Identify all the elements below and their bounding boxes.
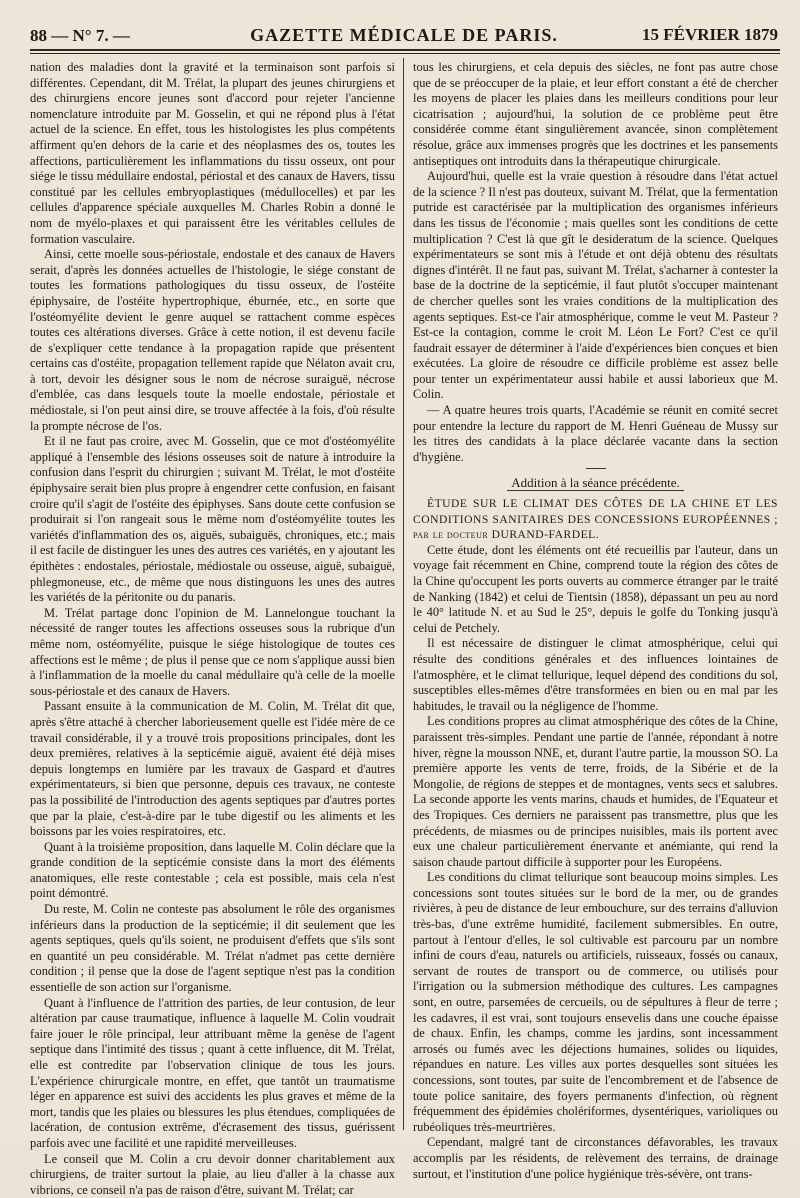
section-title <box>413 475 778 491</box>
paragraph: Quant à la troisième proposition, dans laquelle M. Colin déclare que la grande condition de la septicémie consiste dans la mort des éléments anatomiques, elle reste contestable ; cela est possible, mais cela n'est point démontré. <box>30 839 395 901</box>
paragraph: Cette étude, dont les éléments ont été recueillis par l'auteur, dans un voyage fait récemment en Chine, comprend toute la région des côtes de la Chine qu'occupent les ports ouverts au commerce étranger par le traité de Nanking (1842) et celui de Tientsin (1858), dépassant un peu au nord le 40° latitude N. et au Sud le 25°, depuis le golfe du Tonking jusqu'à celui de Petchely. <box>413 542 778 635</box>
separator <box>586 468 606 469</box>
paragraph: Aujourd'hui, quelle est la vraie question à résoudre dans l'état actuel de la science ? Il n'est pas douteux, suivant M. Trélat, que la fermentation putride est caractérisée par la multiplication des organismes inférieurs dans les tissus de l'économie ; mais quelles sont les conditions de cette multiplication ? C'est là que gît le desideratum de la science. Quelques expérimentateurs se sont mis à l'étude et ont déjà obtenu des résultats dignes d'intérêt. Il ne faut pas, suivant M. Trélat, s'acharner à contester la base de la doctrine de la septicémie, il faut plutôt s'occuper maintenant de chercher quelles sont les vraies conditions de la multiplication des agents septiques. Est-ce l'air atmosphérique, comme le veut M. Pasteur ? Est-ce la contagion, comme le croit M. Léon Le Fort? C'est ce qu'il faudrait essayer de déterminer à l'aide d'expériences bien conçues et bien exécutées. La gloire de résoudre ce difficile problème est assez belle pour tenter un expérimentateur aussi habile et aussi laborieux que M. Colin. <box>413 169 778 402</box>
paragraph: Et il ne faut pas croire, avec M. Gosselin, que ce mot d'ostéomyélite appliqué à l'ensemble des lésions osseuses soit de nature à introduire la confusion dans l'esprit du chirurgien ; suivant M. Trélat, le mot d'ostéite épiphysaire serait bien plus propre à engendrer cette confusion, en faisant croire qu'il s'agit de l'ostéite des épiphyses. Sans doute cette confusion se produirait si l'on rangeait sous le même nom d'ostéomyélite toutes les variétés d'inflammation des os, aiguës, subaiguës, chroniques, etc.; mais il est facile de distinguer les unes des autres ces variétés, en y ajoutant les épithètes : endostales, périostale, médiostale ou osseuse, aiguë, subaiguë, phlegmoneuse, etc., de même que nous distinguons les unes des autres les variétés de la péritonite ou du panaris. <box>30 434 395 605</box>
section-title-text: Addition à la séance précédente. <box>507 475 684 491</box>
paragraph: Cependant, malgré tant de circonstances défavorables, les travaux accomplis par les résidents, de relèvement des terrains, de drainage surtout, et l'institution d'une police hygiénique très-sévère, ont trans- <box>413 1135 778 1181</box>
header-rule <box>30 49 780 51</box>
left-column <box>30 60 395 1197</box>
paragraph: Il est nécessaire de distinguer le climat atmosphérique, celui qui résulte des conditions générales et des influences lointaines de l'atmosphère, et le climat tellurique, lequel dépend des conditions du sol, susceptibles elles-mêmes d'être transformées en bien ou en mal par les habitudes, le travail ou la négligence de l'homme. <box>413 636 778 713</box>
header-rule-thin <box>30 53 780 54</box>
paragraph: — A quatre heures trois quarts, l'Académie se réunit en comité secret pour entendre la lecture du rapport de M. Henri Guéneau de Mussy sur les titres des candidats à la place déclarée vacante dans la section d'hygiène. <box>413 403 778 464</box>
paragraph: M. Trélat partage donc l'opinion de M. Lannelongue touchant la nécessité de ranger toutes les affections osseuses sous la rubrique d'un même nom, ostéomyélite, puisque le siége histologique de toutes ces affections est le même ; de plus il pense que ce nom s'applique aussi bien à l'inflammation de la moelle du canal médullaire qu'à celle de la moelle sous-périostale et des canaux de Havers. <box>30 605 395 698</box>
paragraph: Quant à l'influence de l'attrition des parties, de leur contusion, de leur altération par cause traumatique, influence à laquelle M. Colin voudrait faire jouer le rôle principal, leur attribuant même la genèse de l'agent septique dans l'intimité des tissus ; quant à cette influence, dit M. Trélat, elle est contredite par l'observation clinique de tous les jours. L'expérience chirurgicale montre, en effet, que tantôt un traumatisme léger en apparence est suivi des accidents les plus graves et même de la mort, tandis que les plaies ou blessures les plus étendues, compliquées de lacération, de contusion extrême, d'écrasement des tissus, guérissent parfois avec une facilité et une rapidité merveilleuses. <box>30 995 395 1150</box>
paragraph: Les conditions du climat tellurique sont beaucoup moins simples. Les concessions sont toutes situées sur le bord de la mer, ou de grandes rivières, à peu de distance de leur embouchure, sur des terrains d'alluvion très-bas, d'une extrême humidité, facilement submersibles. En outre, partout à l'entour d'elles, le sol cultivable est parcouru par un nombre infini de cours d'eau, naturels ou artificiels, ruisseaux, fossés ou canaux, servant de routes de transport ou de commerce, ou utilisés pour l'irrigation ou la submersion méthodique des cultures. Les campagnes sont, en outre, parsemées de cercueils, ou de sépultures à fleur de terre ; les cadavres, il est vrai, sont toujours ensevelis dans une couche épaisse de chaux. Enfin, les champs, comme les jardins, sont incessamment arrosés ou fumés avec les déjections humaines, solides ou liquides, répandues en nature. Les villes aux portes desquelles sont situées les concessions, sont toutes, par suite de l'encombrement et de l'absence de toute police sanitaire, des foyers permanents d'infection, où règnent fréquemment des épidémies cholériformes, dysentériques, varioliques ou rubéoliques très-meurtrières. <box>413 870 778 1134</box>
column-divider <box>403 58 404 1130</box>
paragraph: Le conseil que M. Colin a cru devoir donner charitablement aux chirurgiens, de traiter surtout la plaie, au lieu d'aller à la chasse aux vibrions, ce conseil n'a pas de raison d'être, suivant M. Trélat; car <box>30 1151 395 1197</box>
paragraph: Du reste, M. Colin ne conteste pas absolument le rôle des organismes inférieurs dans la production de la septicémie; il dit seulement que les agents septiques, quels qu'ils soient, ne produisent d'effets que s'ils sont en quantité un peu considérable. M. Trélat n'admet pas cette dernière condition ; il pense que la dose de l'agent septique n'est pas la condition essentielle de son action sur l'organisme. <box>30 902 395 995</box>
paragraph: tous les chirurgiens, et cela depuis des siècles, ne font pas autre chose que de se préoccuper de la plaie, et leur effort constant a été de chercher les moyens de placer les plaies dans les meilleurs conditions pour leur cicatrisation ; aujourd'hui, la solution de ce problème peut être considérée comme étant singulièrement avancée, sinon complètement résolue, grâce aux immenses progrès que les doctrines et les pansements antiseptiques ont introduits dans la thérapeutique chirurgicale. <box>413 60 778 168</box>
issue-date: 15 FÉVRIER 1879 <box>641 25 778 44</box>
paragraph: Ainsi, cette moelle sous-périostale, endostale et des canaux de Havers serait, d'après les données actuelles de l'histologie, le siége constant de toutes les formations pathologiques du tissu osseux, de l'ostéite épiphysaire, de l'ostéite hypertrophique, éburnée, etc., en sorte que l'ostéomyélite devient le genre auquel se rattachent comme espèces toutes ces altérations diverses. Grâce à cette notion, il est devenu facile de s'expliquer cette tendance à la propagation rapide que présentent certains cas d'ostéite, propagation tellement rapide que Nélaton avait cru, à tort, devoir les désigner sous le nom de nécrose suraiguë, nécrose d'emblée, cas dans lesquels toute la moelle endostale, périostale et médiostale, si l'on peut ainsi dire, se trouve affectée à la fois, d'où résulte la prompte nécrose de l'os. <box>30 247 395 433</box>
right-column <box>413 60 778 1181</box>
page-header <box>30 22 778 48</box>
paragraph: Les conditions propres au climat atmosphérique des côtes de la Chine, paraissent très-simples. Pendant une partie de l'année, répondant à notre hiver, règne la mousson NNE, et, durant l'autre partie, la mousson SO. La première apporte les vents de terre, froids, de la Sibérie et de la Mongolie, de régions de steppes et de montagnes, vents secs et salubres. La seconde apporte les vents marins, chauds et humides, de l'Equateur et des Tropiques. Ces derniers ne paraissent pas transmettre, plus que les précédents, de miasmes ou de principes nuisibles, mais ils portent avec eux une chaleur particulièrement énervante et anémiante, qui rend la saison chaude partout difficile à supporter pour les Européens. <box>413 714 778 869</box>
page-number: 88 <box>30 26 47 45</box>
journal-title: GAZETTE MÉDICALE DE PARIS. <box>250 25 558 45</box>
issue-number: — N° 7. — <box>51 26 130 45</box>
paragraph: Passant ensuite à la communication de M. Colin, M. Trélat dit que, après s'être attaché à chercher laborieusement quelle est l'idée mère de ce travail considérable, il y a trouvé trois propositions principales, dont les deux premières, relatives à la septicémie aiguë, avaient été déjà mises depuis longtemps en lumière par les travaux de Gaspard et d'autres expérimentateurs, si bien que personne, depuis ces travaux, ne conteste pas la possibilité de l'introduction des agents septiques par d'autres portes que par la plaie, c'est-à-dire par le tube digestif ou les aliments et les boissons par les voies respiratoires, etc. <box>30 699 395 839</box>
paragraph: nation des maladies dont la gravité et la terminaison sont parfois si différentes. Cependant, dit M. Trélat, la plupart des jeunes chirurgiens et des chirurgiens encore jeunes sont d'accord pour rejeter l'ancienne nomenclature introduite par M. Gosselin, et qui ne répond plus à l'état actuel de la science. En effet, tous les histologistes les plus compétents affirment qu'en dehors de la carie et des néoplasmes des os, toutes les affections, particulièrement les inflammations du tissu osseux, ont pour siége le tissu médullaire endostal, périostal et des canaux de Havers, tissu constitué par les cellules embryoplastiques (médullocelles) et par les cellules d'apparence spéciale auxquelles M. Charles Robin a donné le nom de myélo-plaxes et qui paraissent être les véritables cellules de formation vasculaire. <box>30 60 395 246</box>
article-heading: ÉTUDE SUR LE CLIMAT DES CÔTES DE LA CHINE ET LES CONDITIONS SANITAIRES DES CONCESSIONS EUROPÉENNES ; par le docteur DURAND-FARDEL. <box>413 497 778 542</box>
